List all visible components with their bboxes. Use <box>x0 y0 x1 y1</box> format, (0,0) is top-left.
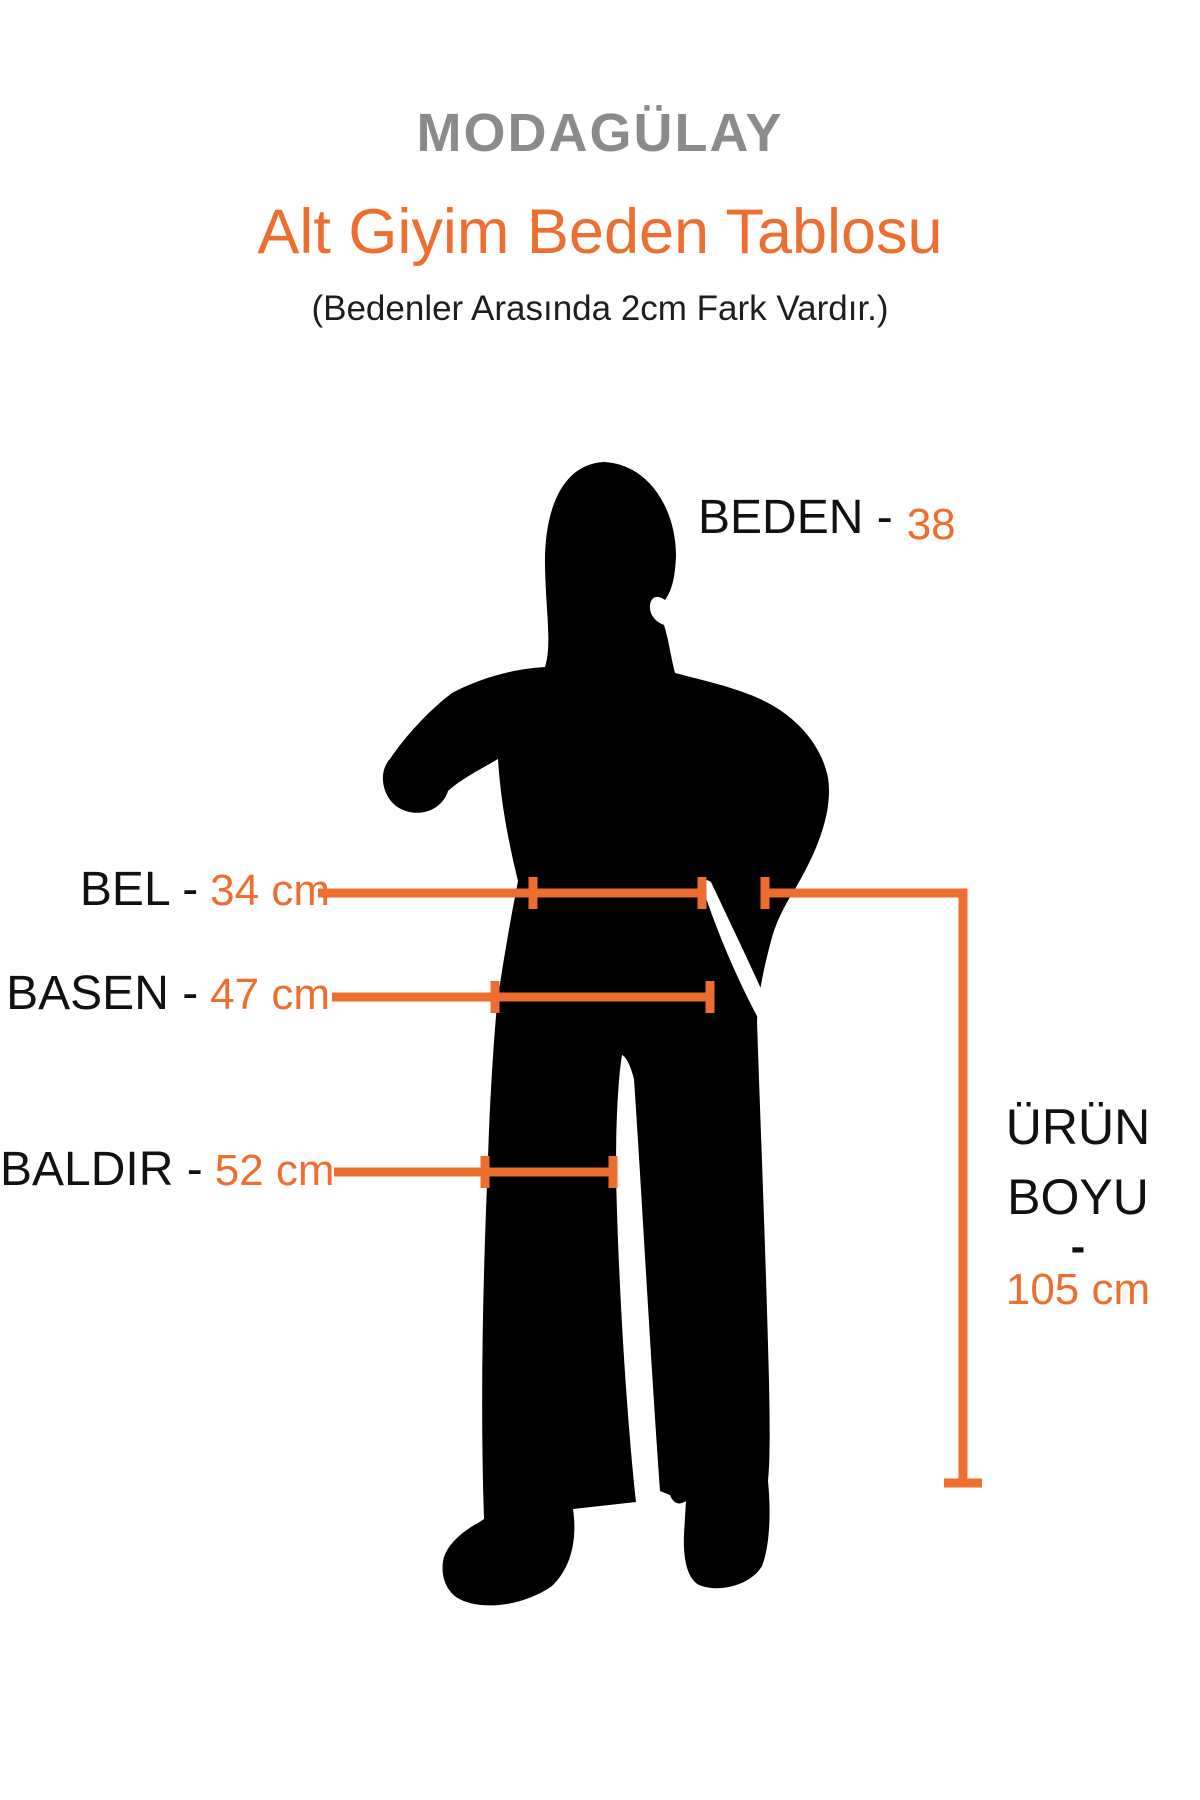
product-length-line <box>765 877 982 1483</box>
hip-value: 47 cm <box>210 970 330 1019</box>
waist-value: 34 cm <box>210 866 330 915</box>
product-length-label-line1: ÜRÜN <box>1005 1099 1151 1155</box>
size-label <box>698 490 956 549</box>
person-silhouette <box>383 462 829 1605</box>
product-length-label <box>998 1092 1158 1318</box>
product-length-value: 105 cm <box>1005 1265 1151 1314</box>
page-subtitle: (Bedenler Arasında 2cm Fark Vardır.) <box>311 289 889 328</box>
size-label-text: BEDEN - <box>698 491 893 544</box>
waist-label <box>0 862 330 917</box>
thigh-label <box>0 1142 335 1197</box>
thigh-label-text: BALDIR - <box>0 1143 203 1196</box>
hip-label <box>0 966 330 1021</box>
waist-label-text: BEL - <box>79 863 199 916</box>
page-title: Alt Giyim Beden Tablosu <box>257 197 943 267</box>
thigh-value: 52 cm <box>214 1146 335 1195</box>
product-length-label-line2: BOYU <box>1007 1169 1149 1225</box>
hip-label-text: BASEN - <box>6 967 199 1020</box>
size-value: 38 <box>906 500 956 549</box>
brand-logo: MODAGÜLAY <box>416 103 784 163</box>
product-length-separator: - <box>1070 1222 1086 1271</box>
